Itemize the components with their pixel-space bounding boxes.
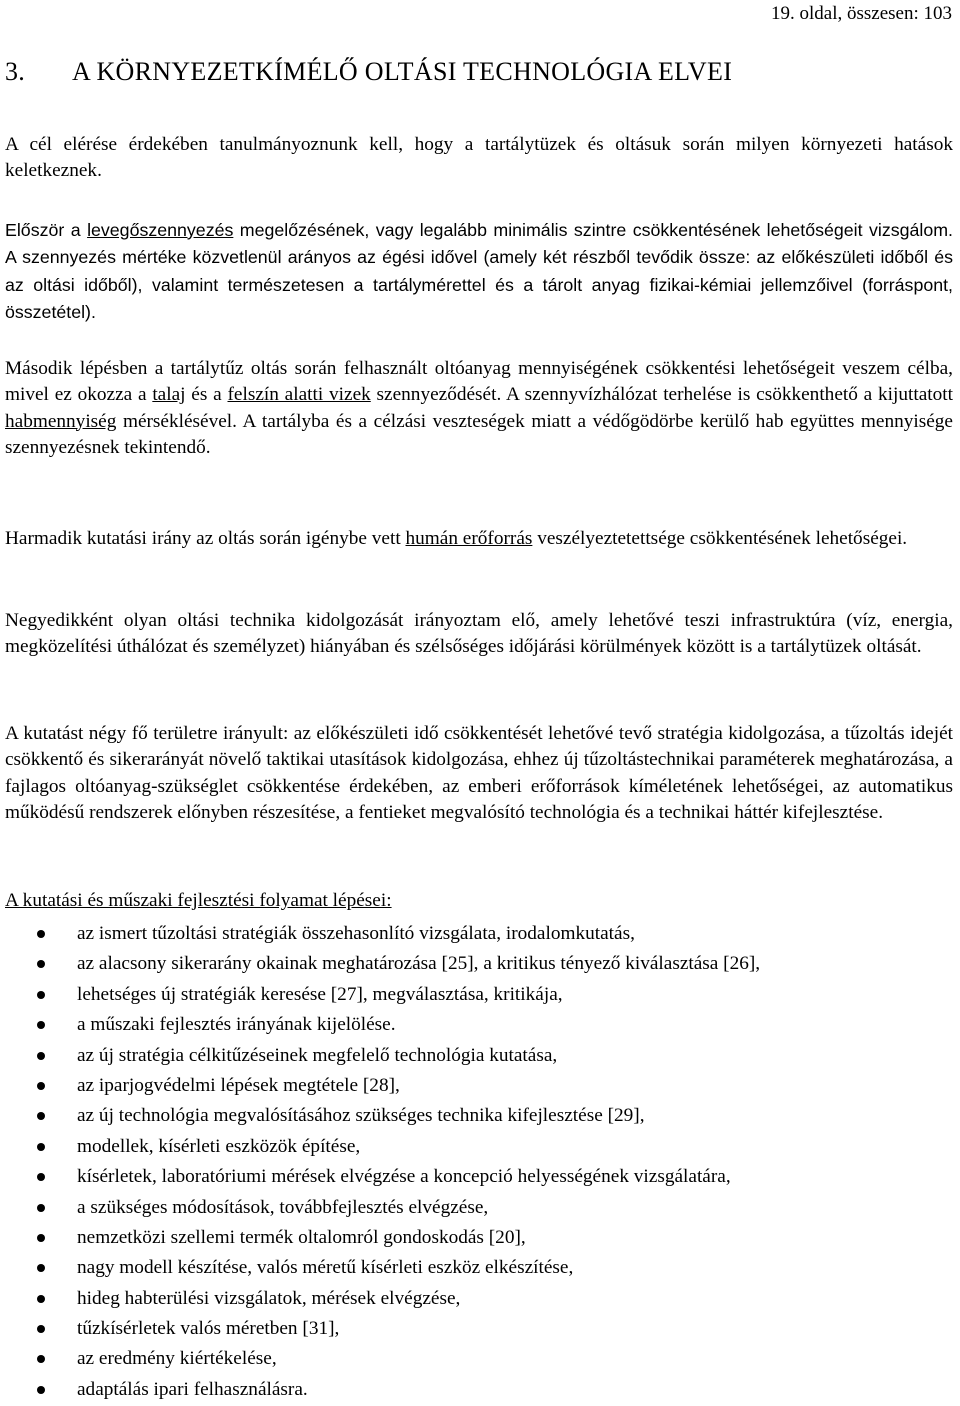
bullet-icon <box>37 1234 45 1242</box>
paragraph-extinguishing-agent <box>5 356 953 461</box>
bullet-icon <box>37 991 45 999</box>
link-habmennyiseg[interactable]: habmennyiség <box>5 410 117 432</box>
list-item <box>0 950 960 980</box>
sentence-text: szennyeződését. A szennyvízhálózat terhelése is csökkenthető a kijuttatott <box>370 384 953 406</box>
chapter-number: 3. <box>5 57 26 86</box>
bullet-icon <box>37 1143 45 1151</box>
list-item <box>0 1102 960 1132</box>
paragraph-air-pollution <box>5 217 953 326</box>
list-item-text: a műszaki fejlesztés irányának kijelölése. <box>77 1014 396 1036</box>
list-item-text: az új technológia megvalósításához szükséges technika kifejlesztése [29], <box>77 1105 645 1127</box>
list-item-text: hideg habterülési vizsgálatok, mérések elvégzése, <box>77 1287 461 1309</box>
paragraph-human-resources <box>5 526 953 552</box>
bullet-icon <box>37 930 45 938</box>
list-item <box>0 1315 960 1345</box>
list-item <box>0 1254 960 1284</box>
list-item <box>0 1072 960 1102</box>
bullet-icon <box>37 1173 45 1181</box>
chapter-heading <box>5 57 732 87</box>
list-item-text: a szükséges módosítások, továbbfejlesztés elvégzése, <box>77 1196 489 1218</box>
list-item <box>0 1345 960 1375</box>
bullet-icon <box>37 1204 45 1212</box>
sentence-text: veszélyeztetettsége csökkentésének lehetőségei. <box>532 528 908 549</box>
link-human-eroforras[interactable]: humán erőforrás <box>405 528 533 549</box>
link-levegoszennyezes[interactable]: levegőszennyezés <box>87 220 234 240</box>
sentence-text: Második lépésben a tartálytűz oltás során felhasznált oltóanyag mennyiségének csökkentési lehetőségeit veszem célba, mivel ez okozza a <box>5 358 953 406</box>
list-item-text: modellek, kísérleti eszközök építése, <box>77 1135 361 1157</box>
list-item <box>0 1011 960 1041</box>
bullet-icon <box>37 1112 45 1120</box>
list-item-text: az alacsony sikerarány okainak meghatározása [25], a kritikus tényező kiválasztása [26], <box>77 953 761 975</box>
sentence-text: mérséklésével. A tartályba és a célzási veszteségek miatt a védőgödörbe kerülő hab együttes mennyisége szennyezésnek tekintendő. <box>5 410 953 458</box>
list-item-text: az iparjogvédelmi lépések megtétele [28], <box>77 1074 400 1096</box>
list-item-text: lehetséges új stratégiák keresése [27], megválasztása, kritikája, <box>77 983 563 1005</box>
list-item <box>0 1163 960 1193</box>
paragraph-research-areas: A kutatást négy fő területre irányult: az előkészületi idő csökkentését lehetővé tevő stratégia kidolgozása, a tűzoltás idejét csökkentő és sikerarányát növelő taktikai utasítások kidolgozása, ehhez új tűzoltástechnikai paraméterek meghatározása, a fajlagos oltóanyag-szükséglet csökkentése érdekében, az emberi erőforrások kíméletének lehetőségei, az automatikus működésű rendszerek előnyben részesítése, a fentieket megvalósító technológia és a technikai háttér kifejlesztése. <box>5 723 953 823</box>
list-item-text: kísérletek, laboratóriumi mérések elvégzése a koncepció helyességének vizsgálatára, <box>77 1166 731 1188</box>
page-number: 19. oldal, összesen: 103 <box>770 3 952 24</box>
list-item <box>0 1042 960 1072</box>
list-item <box>0 1285 960 1315</box>
sentence-text: A szennyezés mértéke közvetlenül arányos az égési idővel (amely két részből tevődik össze: az előkészületi időből és az oltási időből), valamint természetesen a tartálymérettel és a tárolt anyag fizikai-kémiai jellemzőivel (forráspont, összetétel). <box>5 247 953 322</box>
steps-title: A kutatási és műszaki fejlesztési folyamat lépései: <box>5 890 392 911</box>
sentence-text: Először a <box>5 220 88 240</box>
link-talaj[interactable]: talaj <box>152 384 186 406</box>
list-item <box>0 1133 960 1163</box>
link-felszin-alatti-vizek[interactable]: felszín alatti vizek <box>227 384 371 406</box>
bullet-icon <box>37 1264 45 1272</box>
list-item-text: nagy modell készítése, valós méretű kísérleti eszköz elkészítése, <box>77 1257 574 1279</box>
bullet-icon <box>37 1295 45 1303</box>
bullet-icon <box>37 1355 45 1363</box>
list-item <box>0 920 960 950</box>
list-item-text: az új stratégia célkitűzéseinek megfelelő technológia kutatása, <box>77 1044 558 1066</box>
list-item <box>0 1194 960 1224</box>
bullet-icon <box>37 960 45 968</box>
list-item-text: az eredmény kiértékelése, <box>77 1348 277 1370</box>
list-item-text: nemzetközi szellemi termék oltalomról gondoskodás [20], <box>77 1226 526 1248</box>
paragraph-technique: Negyedikként olyan oltási technika kidolgozását irányoztam elő, amely lehetővé teszi infrastruktúra (víz, energia, megközelítési úthálózat és személyzet) hiányában és szélsőséges időjárási körülmények között is a tartálytüzek oltását. <box>5 610 953 658</box>
bullet-icon <box>37 1082 45 1090</box>
list-item <box>0 981 960 1011</box>
paragraph-goal: A cél elérése érdekében tanulmányoznunk kell, hogy a tartálytüzek és oltásuk során milyen környezeti hatások keletkeznek. <box>5 134 953 182</box>
sentence-text: Harmadik kutatási irány az oltás során igénybe vett <box>5 528 406 549</box>
sentence-text: megelőzésének, vagy legalább minimális szintre csökkentésének lehetőségeit vizsgálom. <box>233 220 953 240</box>
chapter-title: A KÖRNYEZETKÍMÉLŐ OLTÁSI TECHNOLÓGIA ELVEI <box>72 57 733 86</box>
bullet-icon <box>37 1021 45 1029</box>
steps-list <box>0 920 960 1406</box>
list-item-text: tűzkísérletek valós méretben [31], <box>77 1318 340 1340</box>
list-item <box>0 1224 960 1254</box>
list-item-text: az ismert tűzoltási stratégiák összehasonlító vizsgálata, irodalomkutatás, <box>77 923 635 944</box>
bullet-icon <box>37 1052 45 1060</box>
list-item <box>0 1376 960 1406</box>
list-item-text: adaptálás ipari felhasználásra. <box>77 1378 308 1400</box>
bullet-icon <box>37 1325 45 1333</box>
sentence-text: és a <box>185 384 228 406</box>
